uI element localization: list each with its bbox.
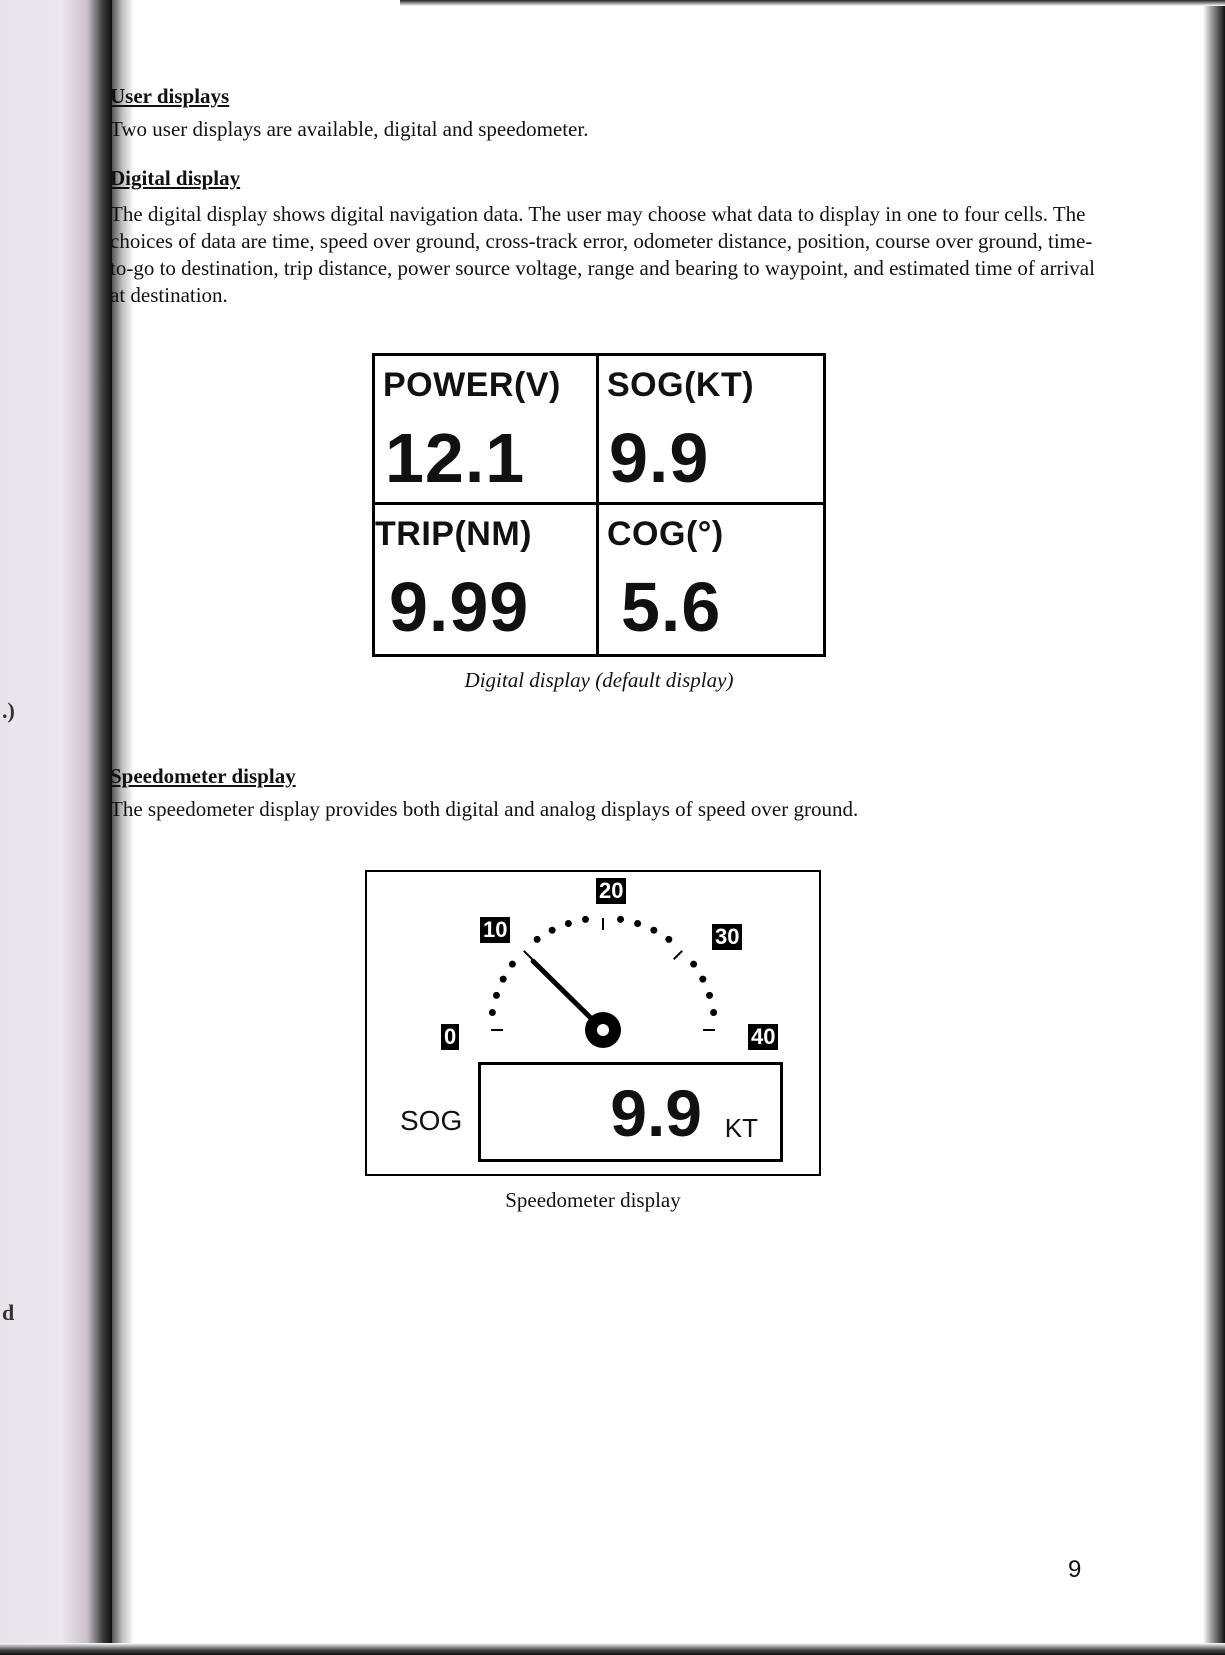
scale-dot (650, 927, 657, 934)
sog-label: SOG (400, 1105, 463, 1136)
page-bottom-edge (0, 1643, 1225, 1655)
heading-digital-display: Digital display (110, 166, 241, 190)
speed-readout-value: 9.9 (610, 1076, 702, 1150)
scale-dot (493, 992, 500, 999)
page-top-edge (400, 0, 1225, 6)
scale-dot (665, 936, 672, 943)
cell-value: 5.6 (621, 568, 722, 646)
scale-dot (500, 976, 507, 983)
digital-cell (599, 356, 823, 505)
scale-label-0: 0 (441, 1024, 459, 1050)
page-number: 9 (1068, 1556, 1082, 1583)
margin-fragment: d (2, 1300, 15, 1325)
needle-hub-center (597, 1024, 609, 1036)
scale-dot (710, 1009, 717, 1016)
cell-value: 9.9 (609, 419, 710, 497)
scale-dot (706, 992, 713, 999)
scale-dot (549, 927, 556, 934)
scale-dot (509, 961, 516, 968)
figure-caption-digital: Digital display (default display) (464, 668, 734, 692)
scale-dot (582, 916, 589, 923)
margin-fragment: .) (2, 698, 15, 723)
digital-display-figure (372, 353, 826, 657)
scale-label-20: 20 (596, 878, 626, 904)
cell-label: TRIP(NM) (375, 515, 532, 553)
scale-dot (565, 920, 572, 927)
digital-cell (375, 356, 599, 505)
speed-readout-unit: KT (724, 1113, 758, 1143)
scale-major-tick (524, 951, 532, 959)
book-gutter (0, 0, 112, 1655)
scale-dot (617, 916, 624, 923)
scale-label-40: 40 (748, 1024, 778, 1050)
scale-label-10: 10 (480, 917, 510, 943)
scale-dot (489, 1009, 496, 1016)
cell-value: 9.99 (389, 568, 530, 646)
cell-label: COG(°) (607, 515, 724, 553)
figure-caption-speedometer: Speedometer display (505, 1188, 681, 1212)
paragraph-speedometer-display: The speedometer display provides both digital and analog displays of speed over ground. (110, 797, 859, 821)
scale-dot (534, 936, 541, 943)
scale-dot (634, 920, 641, 927)
page-right-edge (1203, 0, 1225, 1655)
paragraph-digital-display: The digital display shows digital navigation data. The user may choose what data to display in one to four cells. The choices of data are time, speed over ground, cross-track error, odometer distance, position, course over ground, time-to-go to destination, trip distance, power source voltage, range and bearing to waypoint, and estimated time of arrival at destination. (110, 202, 1095, 307)
heading-speedometer-display: Speedometer display (110, 764, 296, 788)
cell-label: SOG(KT) (607, 366, 755, 404)
digital-cell (599, 505, 823, 654)
cell-value: 12.1 (385, 419, 526, 497)
heading-user-displays: User displays (110, 84, 230, 108)
scale-dot (699, 976, 706, 983)
speed-readout-box (478, 1062, 783, 1162)
paragraph-user-displays: Two user displays are available, digital and speedometer. (110, 117, 589, 141)
speedometer-figure (365, 870, 821, 1176)
digital-cell (375, 505, 599, 654)
scale-label-30: 30 (712, 924, 742, 950)
scale-dot (690, 961, 697, 968)
cell-label: POWER(V) (383, 366, 561, 404)
scale-major-tick (674, 951, 682, 959)
